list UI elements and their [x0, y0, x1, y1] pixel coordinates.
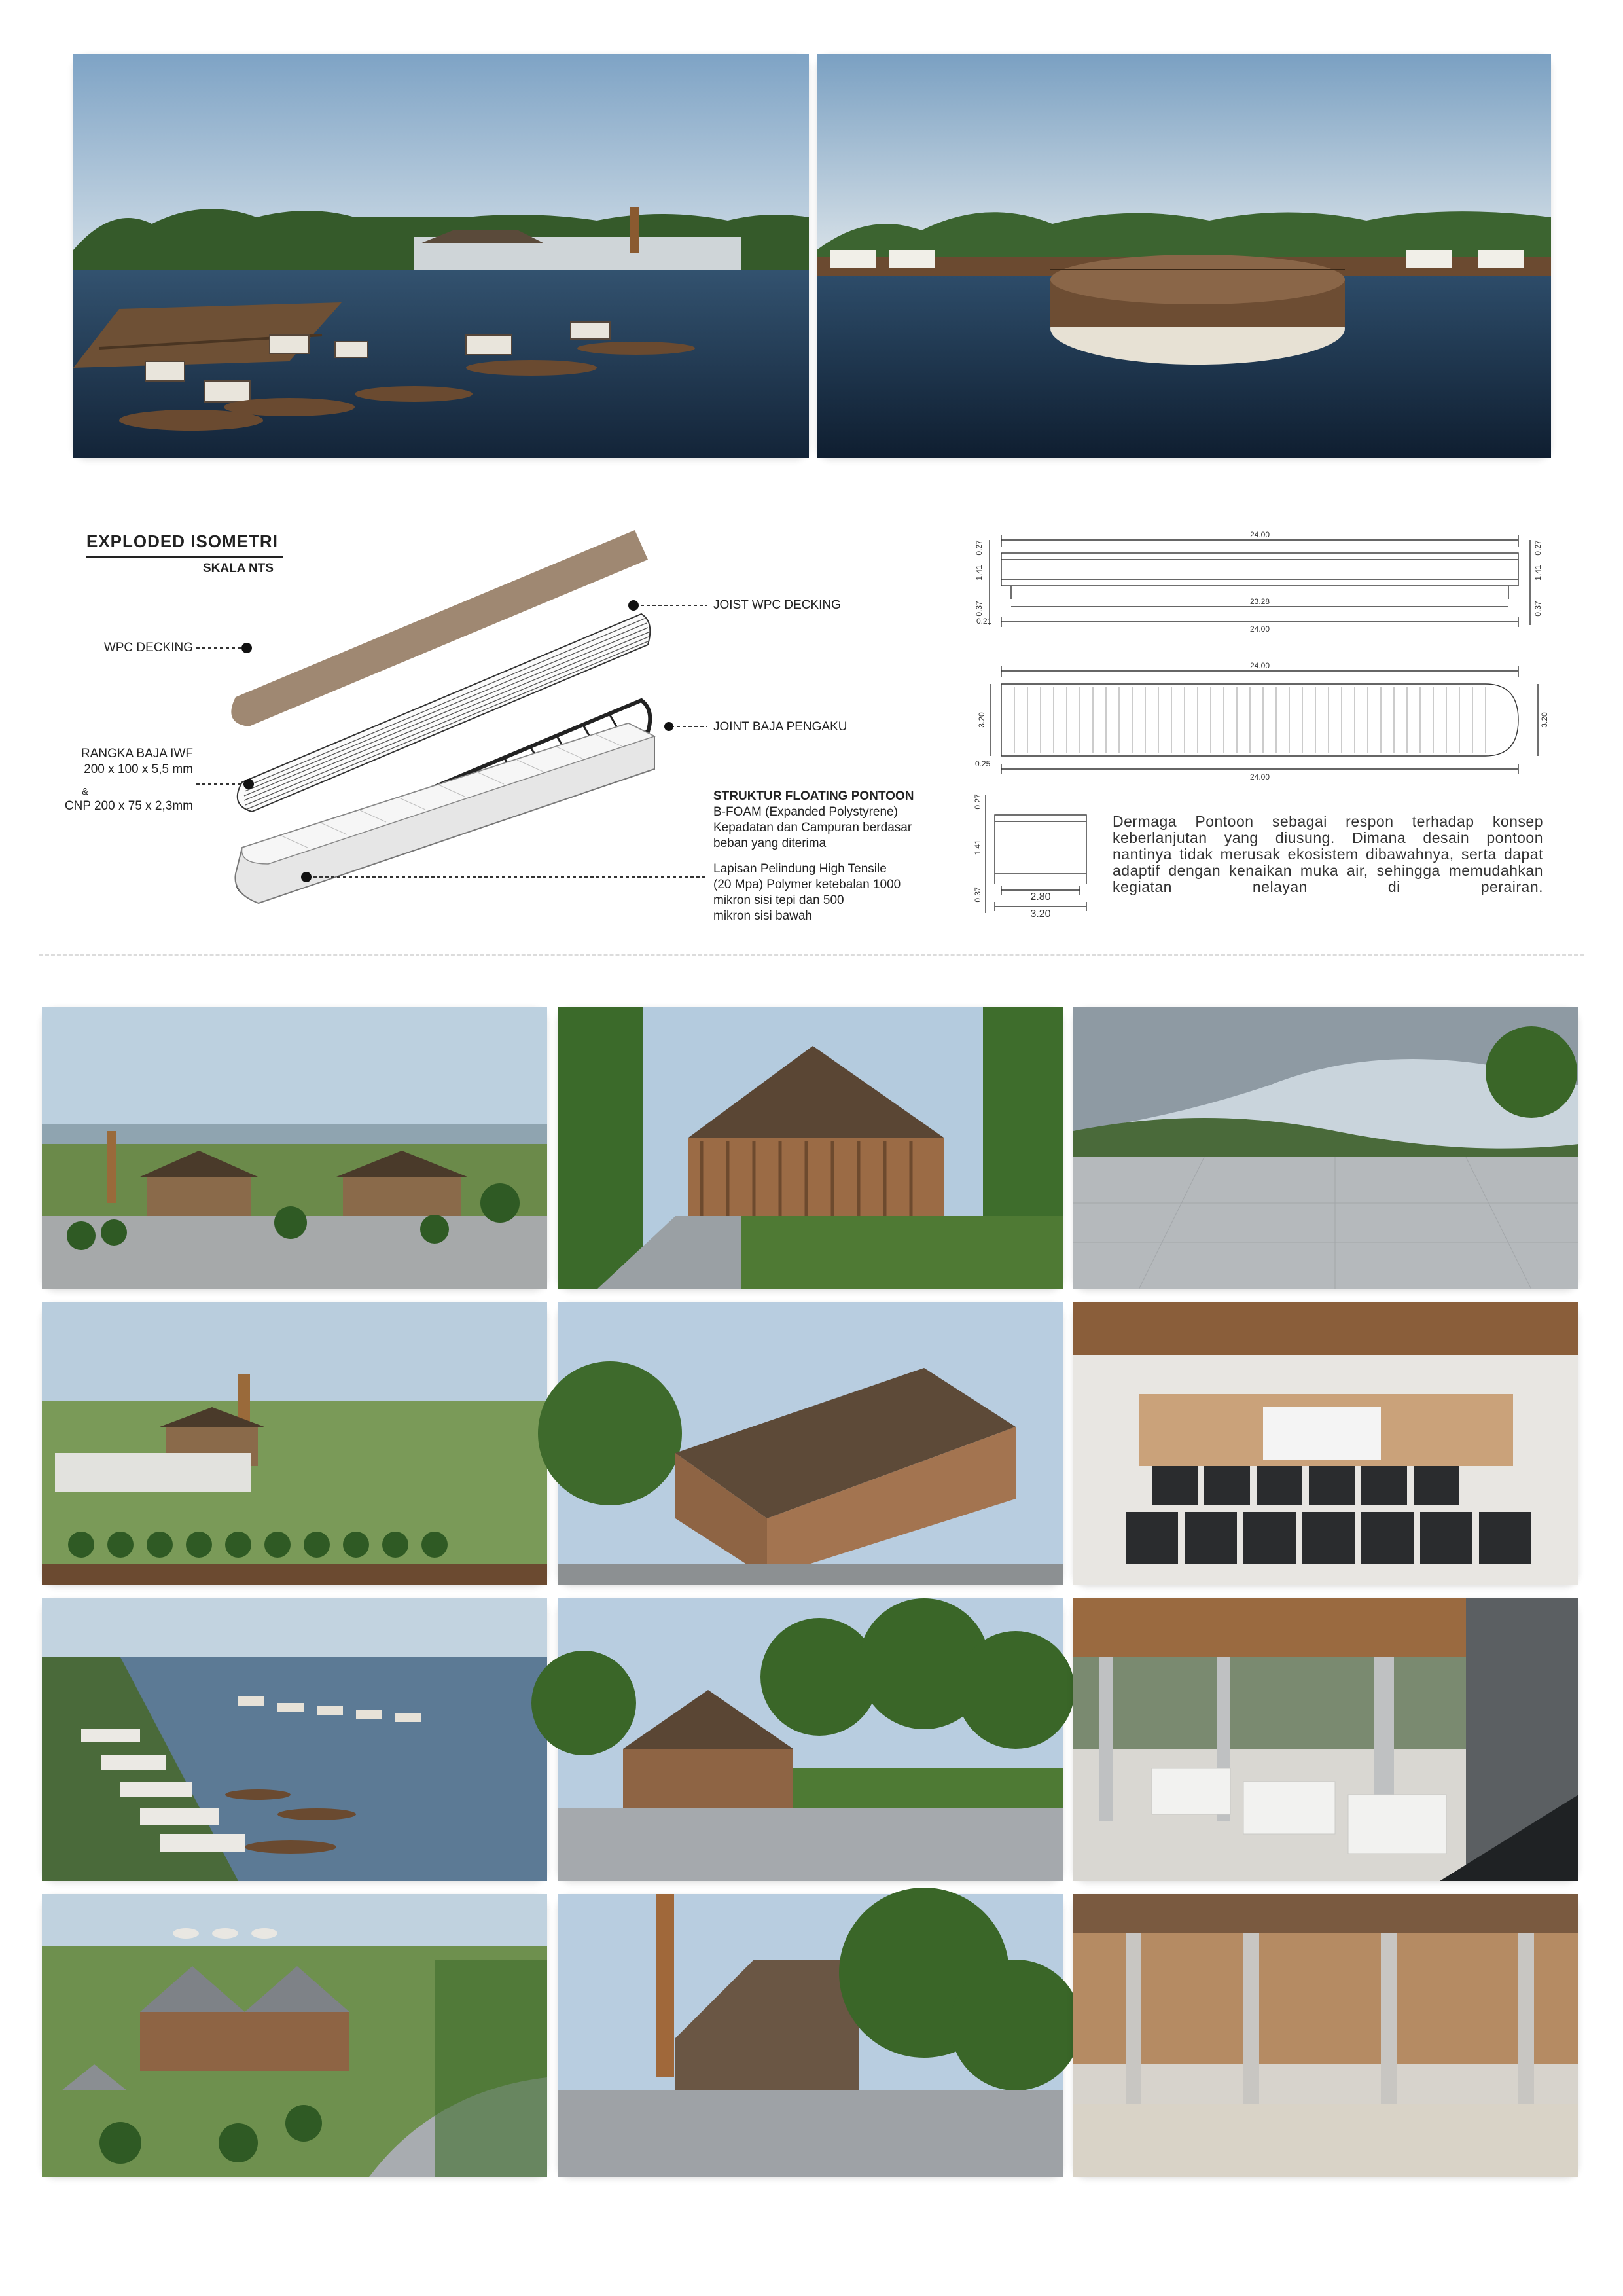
- elev-dim-h4: 0.21: [976, 617, 992, 626]
- render-floating-pontoon: [817, 54, 1551, 458]
- section-divider: [39, 954, 1584, 956]
- section-drawing: [975, 782, 1106, 923]
- label-lapisan-3: mikron sisi tepi dan 500: [713, 893, 844, 907]
- render-aerial-site-1: [42, 1007, 547, 1289]
- elev-dim-h3: 0.37: [974, 601, 984, 617]
- elev-dim-middle: 23.28: [1249, 597, 1270, 606]
- label-rangka-amp: &: [82, 786, 89, 797]
- label-rangka-3: CNP 200 x 75 x 2,3mm: [64, 799, 193, 813]
- label-lapisan-2: (20 Mpa) Polymer ketebalan 1000: [713, 878, 901, 891]
- section-dim-h2: 1.41: [973, 840, 982, 855]
- pontoon-description: Dermaga Pontoon sebagai respon terhadap konsep keberlanjutan yang diusung. Dimana desain pontoon nantinya tidak merusak ekosistem dibawahnya, serta dapat adaptif dengan kenaikan muka air, sehingga memudahkan kegiatan nelayan di perairan.: [1113, 813, 1543, 895]
- label-lapisan-4: mikron sisi bawah: [713, 909, 812, 923]
- label-struktur-title: STRUKTUR FLOATING PONTOON: [713, 789, 914, 803]
- render-tower-building: [558, 1894, 1063, 2177]
- elev-dim-h2: 1.41: [974, 565, 984, 581]
- elev-dim-bottom: 24.00: [1249, 624, 1270, 634]
- section-dim-outer: 3.20: [1030, 908, 1051, 920]
- render-harbor-boats: [73, 54, 809, 458]
- exploded-title: EXPLODED ISOMETRI: [86, 531, 278, 551]
- plan-dim-width-right: 3.20: [1540, 712, 1549, 728]
- elev-dim-h1: 0.27: [974, 540, 984, 556]
- elev-dim-h1-right: 0.27: [1533, 540, 1543, 556]
- render-open-hall-interior: [1073, 1894, 1578, 2177]
- plan-dim-top: 24.00: [1249, 661, 1270, 670]
- render-canopy-plaza: [1073, 1007, 1578, 1289]
- label-struktur-2: Kepadatan dan Campuran berdasar: [713, 821, 912, 834]
- elev-dim-h2-right: 1.41: [1533, 565, 1543, 581]
- elevation-drawing: [975, 527, 1558, 638]
- section-dim-h1: 0.27: [973, 794, 982, 810]
- render-auditorium-interior: [1073, 1302, 1578, 1585]
- plan-drawing: [975, 658, 1558, 782]
- label-rangka-1: RANGKA BAJA IWF: [80, 747, 193, 761]
- render-harbor-aerial: [42, 1598, 547, 1881]
- plan-dim-bottom: 24.00: [1249, 772, 1270, 781]
- label-joist: JOIST WPC DECKING: [713, 598, 841, 612]
- section-dim-inner: 2.80: [1030, 891, 1051, 903]
- wpc-decking-layer: [231, 530, 648, 726]
- label-struktur-3: beban yang diterima: [713, 836, 827, 850]
- label-struktur-1: B-FOAM (Expanded Polystyrene): [713, 805, 898, 819]
- plan-dim-small: 0.25: [975, 759, 991, 768]
- render-building-plaza: [558, 1598, 1063, 1881]
- pontoon-foam-diagram: [229, 717, 661, 906]
- label-rangka-2: 200 x 100 x 5,5 mm: [84, 762, 193, 776]
- label-joint: JOINT BAJA PENGAKU: [713, 720, 847, 734]
- plan-dim-width: 3.20: [977, 712, 986, 728]
- render-aerial-site-3: [42, 1894, 547, 2177]
- elev-dim-h3-right: 0.37: [1533, 601, 1543, 617]
- render-workspace-interior: [1073, 1598, 1578, 1881]
- section-dim-h3: 0.37: [973, 887, 982, 903]
- render-building-walkway: [558, 1007, 1063, 1289]
- exploded-scale: SKALA NTS: [203, 562, 274, 575]
- label-wpc-decking: WPC DECKING: [103, 641, 193, 655]
- label-lapisan-1: Lapisan Pelindung High Tensile: [713, 862, 887, 876]
- render-building-facade: [558, 1302, 1063, 1585]
- elev-dim-top: 24.00: [1249, 530, 1270, 539]
- render-aerial-site-2: [42, 1302, 547, 1585]
